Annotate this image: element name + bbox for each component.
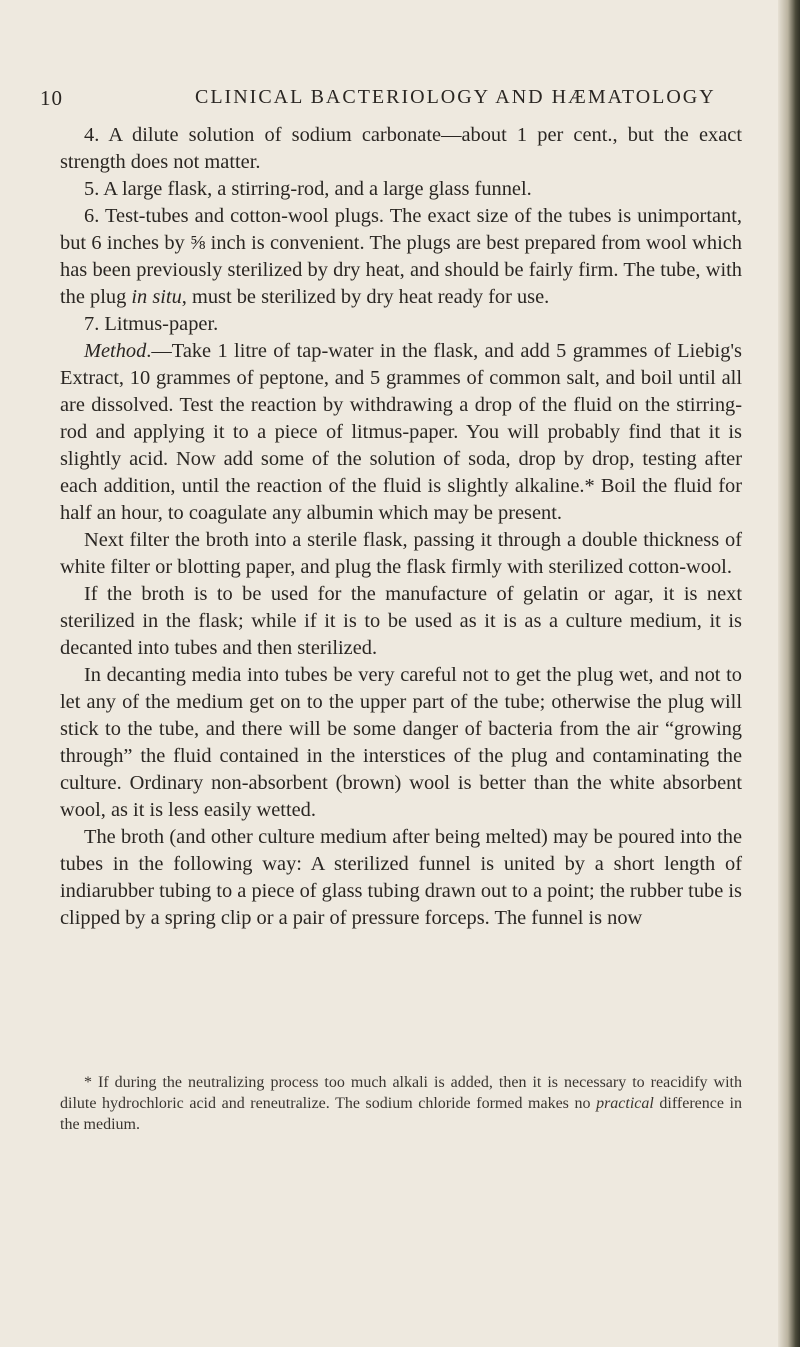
- paragraph-method: Method.—Take 1 litre of tap-water in the flask, and add 5 grammes of Liebig's Extract, 10 grammes of peptone, and 5 grammes of common salt, and boil until all are dissolved. Test the reaction by withdrawing a drop of the fluid on the stirring-rod and applying it to a piece of litmus-paper. You will probably find that it is slightly acid. Now add some of the solution of soda, drop by drop, testing after each addition, until the reaction of the fluid is slightly alkaline.* Boil the fluid for half an hour, to coagulate any albumin which may be present.: [60, 340, 742, 524]
- paragraph-item-7: 7. Litmus-paper.: [84, 313, 219, 335]
- paragraph-sterilize: If the broth is to be used for the manufacture of gelatin or agar, it is next sterilized in the flask; while if it is to be used as it is as a culture medium, it is decanted into tubes and then sterilized.: [60, 583, 742, 659]
- paragraph-filter: Next filter the broth into a sterile flask, passing it through a double thickness of white filter or blotting paper, and plug the flask firmly with sterilized cotton-wool.: [60, 529, 742, 578]
- paragraph-item-4: 4. A dilute solution of sodium carbonate—about 1 per cent., but the exact strength does not matter.: [60, 124, 742, 173]
- running-head: CLINICAL BACTERIOLOGY AND HÆMATOLOGY: [195, 86, 716, 108]
- footnote: * If during the neutralizing process too much alkali is added, then it is necessary to reacidify with dilute hydrochloric acid and reneutralize. The sodium chloride formed makes no practical difference in the medium.: [60, 1074, 743, 1133]
- page-header: [40, 86, 740, 112]
- page-number: 10: [40, 86, 63, 110]
- paragraph-decanting: In decanting media into tubes be very careful not to get the plug wet, and not to let any of the medium get on to the upper part of the tube; otherwise the plug will stick to the tube, and there will be some danger of bacteria from the air “growing through” the fluid contained in the interstices of the plug and contaminating the culture. Ordinary non-absorbent (brown) wool is better than the white absorbent wool, as it is less easily wetted.: [60, 664, 742, 821]
- paragraph-item-5: 5. A large flask, a stirring-rod, and a large glass funnel.: [84, 178, 532, 200]
- body-text: [60, 122, 742, 932]
- paragraph-funnel: The broth (and other culture medium after being melted) may be poured into the tubes in the following way: A sterilized funnel is united by a short length of indiarubber tubing to a piece of glass tubing drawn out to a point; the rubber tube is clipped by a spring clip or a pair of pressure forceps. The funnel is now: [60, 826, 742, 929]
- paragraph-item-6: 6. Test-tubes and cotton-wool plugs. The exact size of the tubes is unimportant, but 6 inches by ⅝ inch is convenient. The plugs are best prepared from wool which has been previously sterilized by dry heat, and should be fairly firm. The tube, with the plug in situ, must be sterilized by dry heat ready for use.: [60, 205, 742, 308]
- page-edge-shadow: [778, 0, 800, 1347]
